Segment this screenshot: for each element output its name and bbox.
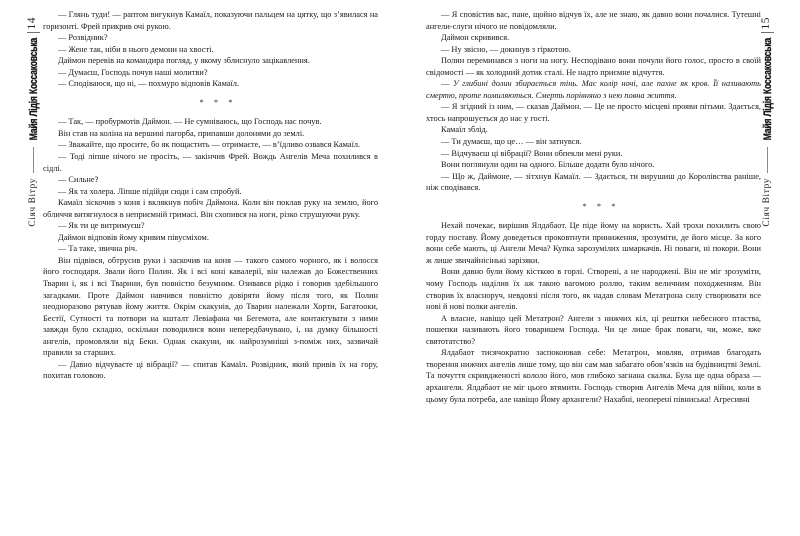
running-head-author	[26, 36, 40, 142]
paragraph: — Ну звісно, — докинув з гіркотою.	[441, 44, 571, 54]
paragraph: — Сподіваюся, що ні, — похмуро відповів Камаїл.	[58, 79, 240, 89]
paragraph: Ялдабаот тисячократно заспокоював себе: Метатрон, мовляв, отримав благодать творення нижчих ангелів лише тому, що він сам мав забагато обов’язків на будівництві Землі. Та почуття скривдженості кололо його, мов глибоко загнана скалка. Була ще одна образа — архангели. Ялдабаот не міг цього втямити. Господь створив Ангелів Меча для війни, коли в цьому була потреба, але навіщо Йому архангели? Нахабні, неоперені півниська! Агресивні	[426, 348, 761, 404]
running-head-title: Сіяч Вітру	[28, 177, 38, 227]
paragraph: — Ти думаєш, що це… — він затнувся.	[441, 137, 582, 147]
paragraph: — Так, — пробурмотів Даймон. — Не сумніваюсь, що Господь нас почув.	[58, 117, 322, 127]
running-head-author-text: Майя Лідія Коссаковська	[760, 37, 774, 140]
paragraph: Камаїл зіскочив з коня і вклякнув побіч Даймона. Коли він поклав руку на землю, його обличчя витягнулося в неприємній гримасі. Він схопився на ноги, різко струшуючи руку.	[43, 198, 378, 219]
paragraph: — Розвідник?	[58, 33, 108, 43]
scene-break: * * *	[199, 97, 237, 108]
running-head-author-text: Майя Лідія Коссаковська	[26, 37, 40, 140]
left-text-column	[43, 9, 378, 382]
paragraph: — Глянь туди! — раптом вигукнув Камаїл, показуючи пальцем на цятку, що з’явилася на горизонті. Фрей прикрив очі рукою.	[43, 10, 378, 31]
right-running-head	[754, 14, 780, 226]
running-head-rule	[761, 32, 774, 33]
running-head-separator	[33, 147, 34, 173]
paragraph	[426, 78, 761, 101]
paragraph: Вони давно були йому кісткою в горлі. Створені, а не народжені. Він не міг зрозуміти, чому Господь наділив їх аж такою вагомою роллю, таким величним походженням. Він створив їх власноруч, невдовзі після того, як надав словам Метатрона силу створювати все нові й нові полки ангелів.	[426, 267, 761, 312]
paragraph: — Та таке, звична річ.	[58, 244, 138, 254]
paragraph: — Що ж, Даймоне, — зітхнув Камаїл. — Здається, ти вирушиш до Королівства раніше, ніж сподівався.	[426, 171, 761, 193]
scene-break: * * *	[582, 201, 620, 212]
right-page	[400, 0, 800, 536]
paragraph: — Сильне?	[58, 175, 99, 185]
paragraph: — Думаєш, Господь почув наші молитви?	[58, 67, 208, 77]
running-head-author	[760, 36, 774, 142]
paragraph: Камаїл зблід.	[441, 125, 488, 135]
paragraph: — Зважайте, що просите, бо як пощастить — отримаєте, — в’їдливо озвався Камаїл.	[58, 140, 361, 150]
right-page-number: 15	[760, 17, 773, 30]
paragraph: — Як та холера. Ліпше підійди сюди і сам спробуй.	[58, 186, 242, 196]
left-page-number: 14	[26, 17, 39, 30]
paragraph: — Я сповістив вас, пане, щойно відчув їх, але не знаю, як давно вони почалися. Тутешні ангели-слуги нічого не повідомляли.	[426, 10, 761, 31]
paragraph: — Як ти це витримуєш?	[58, 221, 145, 231]
paragraph: Даймон скривився.	[441, 33, 510, 43]
paragraph: Полин переминався з ноги на ногу. Несподівано вони почули його голос, просто в своїй свідомості — як холодний дотик сталі. Не надто приємне відчуття.	[426, 56, 761, 77]
running-head-separator	[767, 147, 768, 173]
paragraph: Вони поглянули один на одного. Більше додати було нічого.	[441, 160, 655, 170]
paragraph: — Жене так, ніби в нього демони на хвості.	[58, 44, 214, 54]
paragraph: — Тоді ліпше нічого не просіть, — закінчив Фрей. Вождь Ангелів Меча похилився в сідлі.	[43, 152, 378, 173]
paragraph: А власне, навіщо цей Метатрон? Ангели з нижчих кіл, ці рештки небесного птаства, пошепки називають його товаришем Господа. Чи це лише брак поваги, чи, може, вже святотатство?	[426, 313, 761, 346]
paragraph: Нехай почекає, вирішив Ялдабаот. Це піде йому на користь. Хай трохи похилить свою горду поставу. Йому доведеться проковтнути приниження, зрозуміти, де його місце. За кого вони себе мають, ці Ангели Меча? Купка зарозумілих шмаркачів. Ні поваги, ні покори. Вони ж лише звичайнісінькі зарізяки.	[426, 221, 761, 265]
dialogue-dash: —	[441, 79, 453, 89]
paragraph: — Я згідний із ним, — сказав Даймон. — Це не просто місцеві прояви пітьми. Здається, хтось напрошується до нас у гості.	[426, 102, 761, 123]
paragraph: Даймон перевів на командира погляд, у якому зблиснуло зацікавлення.	[58, 56, 310, 66]
paragraph: — Відчуваєш ці вібрації? Вони обпекли мені руки.	[441, 148, 623, 158]
telepathic-speech: У глибині долин збирається тінь. Має колір ночі, але пахне як кров. Її називають смертю, проте помиляються. Смерть порівняно з нею повна життя.	[426, 79, 761, 100]
paragraph: Він став на коліна на вершині пагорба, припавши долонями до землі.	[58, 128, 305, 138]
right-text-column	[426, 9, 761, 405]
paragraph: — Давно відчуваєте ці вібрації? — спитав Камаїл. Розвідник, який привів їх на гору, похитав головою.	[43, 359, 378, 381]
paragraph: Даймон відповів йому кривим півусміхом.	[58, 232, 209, 242]
running-head-title: Сіяч Вітру	[762, 177, 772, 227]
running-head-rule	[27, 32, 40, 33]
paragraph: Він підвівся, обтрусив руки і заскочив на коня — такого самого чорного, як і волосся його господаря. Звали його Полин. Як і всі коні кавалерії, він належав до Божественних Тварин і, як і всі Тварини, був повністю безумним. Озивався рідко і говорив здебільшого загадками. Проте Даймон навчився повністю довіряти йому після того, як Полин неодноразово рятував йому життя. Окрім скакунів, до Тварин належали Хорти, Багатооки, Бестії, Сутності та потвори на кшталт Левіафана чи Бегемота, але контактувати з ними завжди було складно, оскільки поводилися вони непередбачувано, і, на думку більшості ангелів, промовляли від Беки. Однак скакуни, як найрозумніші з-поміж них, зазвичай правили за старших.	[43, 255, 378, 358]
